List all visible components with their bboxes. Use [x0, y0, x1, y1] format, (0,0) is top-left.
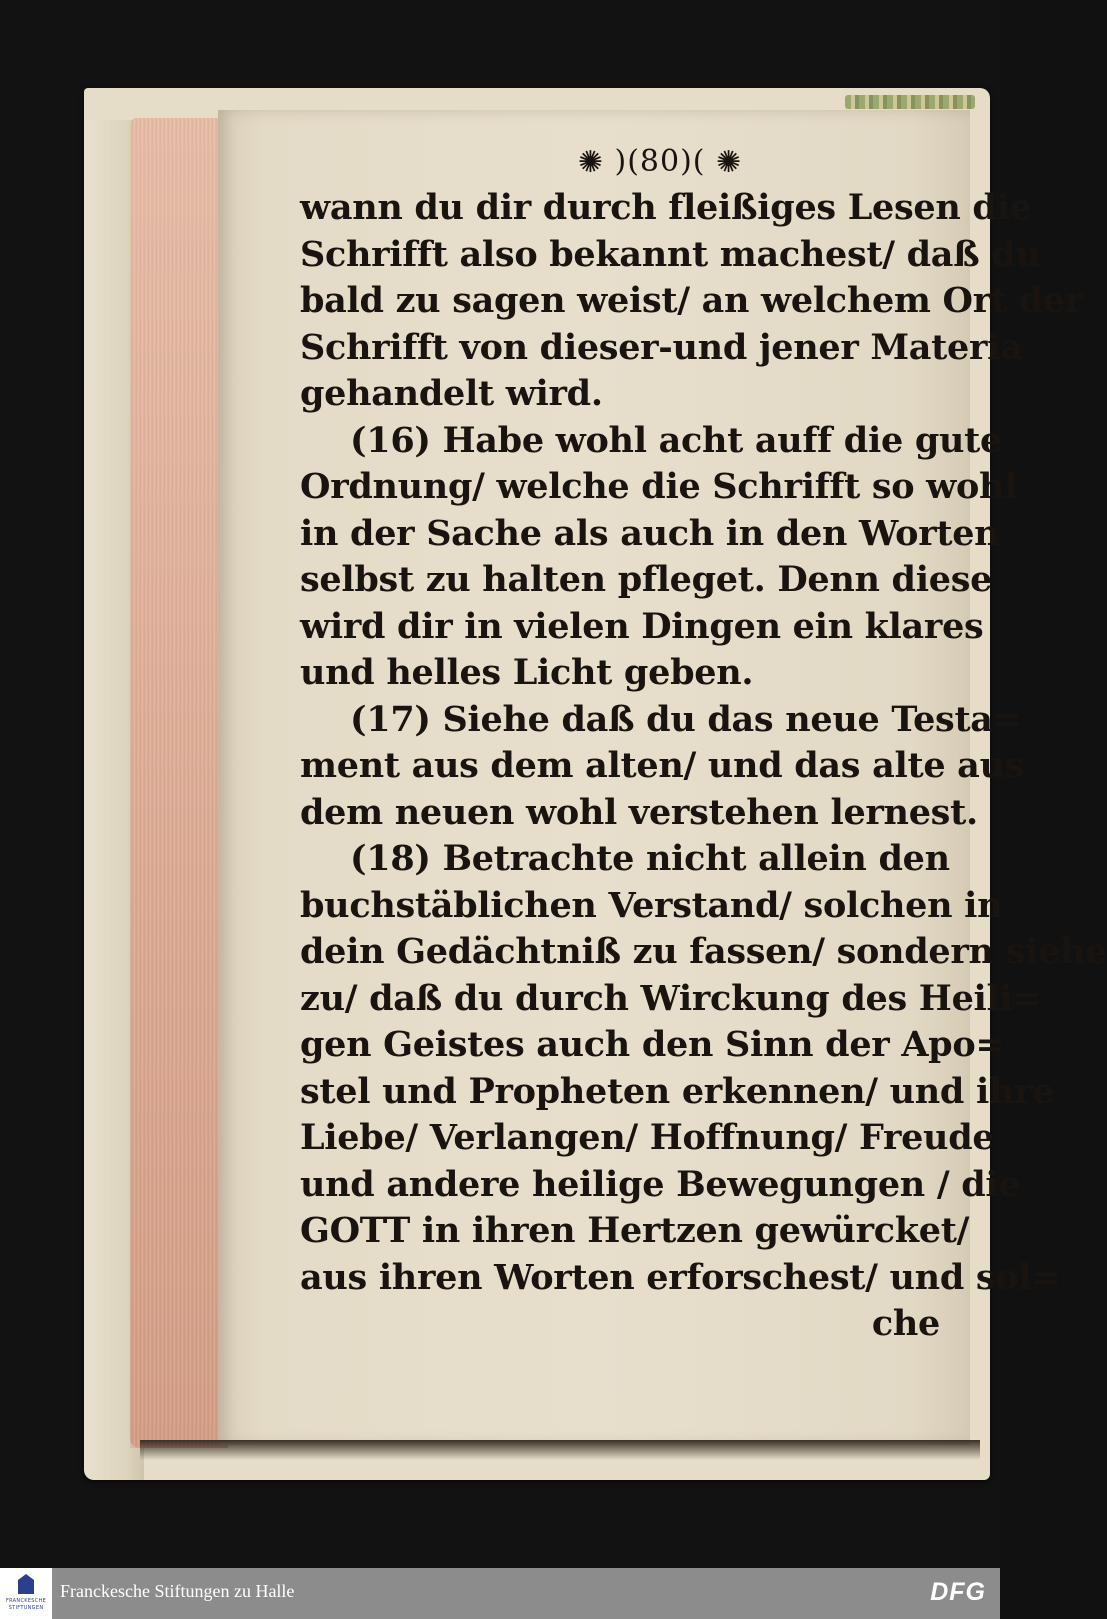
text-line: dem neuen wohl verstehen lernest.: [300, 791, 978, 833]
text-line: bald zu sagen weist/ an welchem Ort der: [300, 280, 1083, 321]
text-line: GOTT in ihren Hertzen gewürcket/: [300, 1210, 970, 1251]
text-line: Ordnung/ welche die Schrifft so wohl: [300, 466, 1018, 507]
page-text: [300, 140, 1107, 1348]
text-line: aus ihren Worten erforschest/ und sol=: [300, 1256, 1061, 1298]
footer-bar: [0, 1568, 1000, 1619]
text-line: zu/ daß du durch Wirckung des Heili=: [300, 977, 1042, 1019]
text-line: dein Gedächtniß zu fassen/ sondern siehe: [300, 931, 1107, 972]
page-shadow: [140, 1440, 980, 1460]
text-line: ment aus dem alten/ und das alte aus: [300, 745, 1025, 786]
page-edges: [130, 118, 228, 1448]
text-line: gehandelt wird.: [300, 373, 603, 414]
dfg-logo[interactable]: DFG: [930, 1578, 986, 1606]
text-line: Liebe/ Verlangen/ Hoffnung/ Freude: [300, 1117, 995, 1158]
text-line: Schrifft von dieser-und jener Materia: [300, 326, 1023, 368]
text-line: selbst zu halten pfleget. Denn diese: [300, 559, 993, 600]
text-line: wird dir in vielen Dingen ein klares: [300, 605, 984, 647]
ornament-left-icon: ✺: [577, 145, 604, 180]
text-line: wann du dir durch fleißiges Lesen die: [300, 187, 1032, 228]
binding-strip: [845, 95, 975, 109]
ornament-right-icon: ✺: [716, 145, 743, 180]
text-line: buchstäblichen Verstand/ solchen in: [300, 884, 1003, 926]
text-line: stel und Propheten erkennen/ und ihre: [300, 1070, 1055, 1112]
text-line: und helles Licht geben.: [300, 652, 754, 693]
page-header: [380, 140, 940, 185]
catchword: che: [871, 1303, 940, 1344]
text-line: und andere heilige Bewegungen / die: [300, 1163, 1021, 1205]
building-icon: [18, 1574, 34, 1594]
page-number: )(80)(: [614, 144, 706, 179]
text-line: (16) Habe wohl acht auff die gute: [350, 419, 1002, 461]
text-line: (17) Siehe daß du das neue Testa=: [350, 698, 1022, 740]
text-line: Schrifft also bekannt machest/ daß du: [300, 233, 1041, 275]
footer-title[interactable]: Franckesche Stiftungen zu Halle: [60, 1581, 295, 1601]
text-line: in der Sache als auch in den Worten: [300, 512, 1000, 554]
logo-text-line2: STIFTUNGEN: [8, 1605, 44, 1611]
logo-text-line1: FRANCKESCHE: [5, 1598, 47, 1604]
franckesche-logo[interactable]: [0, 1568, 52, 1619]
text-line: (18) Betrachte nicht allein den: [350, 838, 950, 879]
text-line: gen Geistes auch den Sinn der Apo=: [300, 1024, 1005, 1065]
